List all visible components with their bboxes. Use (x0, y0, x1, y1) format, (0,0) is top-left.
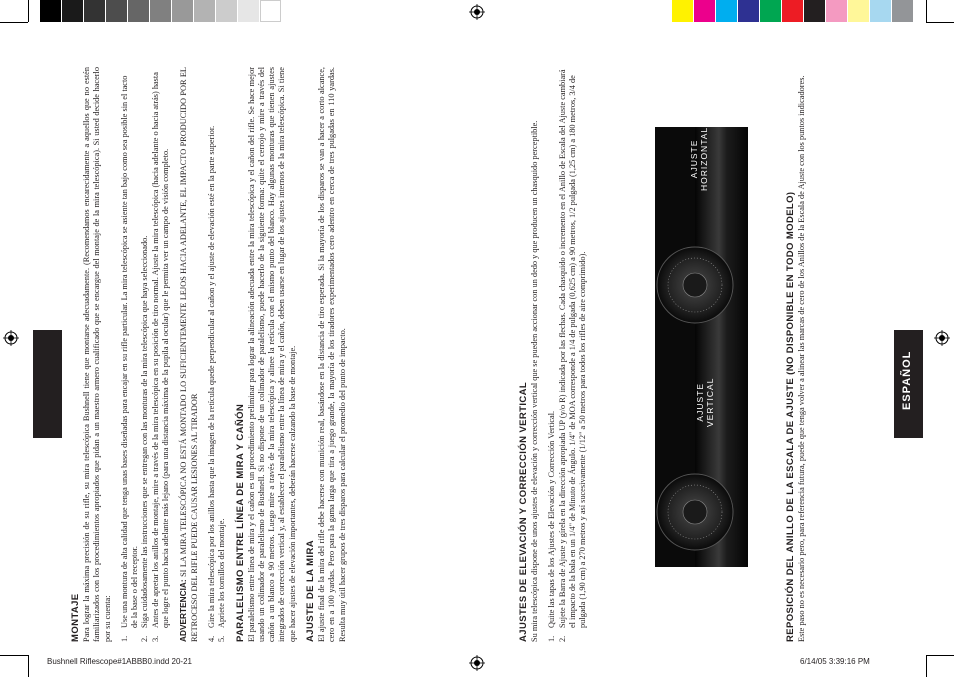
color-swatch (760, 0, 781, 22)
section-heading-reposicion: REPOSICIÓN DEL ANILLO DE LA ESCALA DE AJUSTE (NO DISPONIBLE EN TODO MODELO) (785, 191, 796, 642)
gray-swatch (128, 0, 149, 22)
paralelismo-text: El paralelismo entre línea de mira y el cañon es un procedimiento preliminar para lograr la alineación adecuada entre la mira telescópica y el cañon del rifle. Se hace mejor usando un colimador de paralelismo de Bushnell. Si no dispone de un colimador de paralelismo, puede hacerlo de la siguiente forma: quite el cerrojo y mire a través del cañón a un blanco a 90 metros. Luego mire a través de la mira telescópica y alinee la retícula con el mismo punto del blanco. Hay algunas monturas que tienen ajustes integrados de corrección vertical y, al establecer el paralelismo entre la línea de mira y el cañón, deben usarse en lugar de los ajustes internos de la mira telescópica. Si tiene que hacer ajustes de elevación importantes, deberán hacerse calzando la base de montaje. (246, 67, 297, 642)
list-item: 5. Apriete los tornillos del montaje. (217, 518, 227, 642)
color-swatch (782, 0, 803, 22)
footer-file: Bushnell Riflescope#1ABBB0.indd 20-21 (47, 657, 192, 666)
color-swatch (672, 0, 693, 22)
left-side-tab (33, 330, 62, 438)
registration-target-icon (469, 4, 485, 20)
crop-mark (0, 22, 28, 23)
vertical-adjust-label: AJUSTE VERTICAL (695, 377, 715, 427)
crop-mark (926, 0, 927, 22)
registration-target-icon (3, 330, 19, 346)
color-swatch (848, 0, 869, 22)
registration-target-icon (469, 655, 485, 671)
color-swatch (738, 0, 759, 22)
gray-swatch (238, 0, 259, 22)
crop-mark (926, 655, 927, 677)
footer-timestamp: 6/14/05 3:39:16 PM (800, 657, 870, 666)
color-swatch (826, 0, 847, 22)
crop-mark (0, 655, 28, 656)
section-heading-ajustes-elevacion: AJUSTES DE ELEVACIÓN Y CORRECCIÓN VERTICAL (518, 381, 529, 642)
section-heading-montaje: MONTAJE (70, 593, 81, 642)
gray-swatch (106, 0, 127, 22)
reposicion-text: Este paso no es necesario pero, para referencia futura, puede que tenga volver a alinear las marcas de cero de los Anillos de la Escala de Ajuste con los puntos indicadores. (797, 75, 806, 642)
gray-swatch (194, 0, 215, 22)
right-page-text-2 (785, 67, 954, 642)
color-swatch (804, 0, 825, 22)
ajustes-elevacion-text: Su mira telescópica dispone de unos ajustes de elevación y corrección vertical que se pueden accionar con un dedo y que producen un chasquido perceptible. (530, 120, 539, 642)
section-heading-paralelismo: PARALELISMO ENTRE LÍNEA DE MIRA Y CAÑÓN (234, 403, 246, 642)
color-swatch (870, 0, 891, 22)
horizontal-adjust-label: AJUSTE HORIZONTAL (689, 127, 709, 191)
gray-swatch (84, 0, 105, 22)
list-item: 1. Quite las tapas de los Ajustes de Elevación y Corrección Vertical. (547, 410, 557, 642)
section-heading-ajuste-mira: AJUSTE DE LA MIRA (305, 540, 317, 642)
list-item: 3. Antes de apretar los anillos de montaje, mire a través de la mira telescópica en su posición de tiro normal. Ajuste la mira telescópica (hacia adelante o hacia atrás) hasta que logre el punto hacia adelante más lejano (para una distancia máxima de la pupila al ocular) que le permita ver un campo de visión completo. (150, 72, 171, 642)
color-swatch (716, 0, 737, 22)
gray-swatch (216, 0, 237, 22)
list-item: 2. Siga cuidadosamente las instrucciones que se entregan con las monturas de la mira telescópica que haya seleccionado. (140, 235, 150, 642)
color-swatch (892, 0, 913, 22)
gray-swatch (150, 0, 171, 22)
gray-swatch (260, 0, 281, 22)
list-item: 1. Use una montura de alta calidad que tenga unas bases diseñadas para encajar en su rifle particular. La mira telescópica se asiente tan bajo como sea posible sin el tacto de la base o del receptor. (119, 75, 140, 642)
language-tab-label: ESPAÑOL (901, 350, 913, 410)
list-item: 4. Gire la mira telescópica por los anillos hasta que la imagen de la retícula quede perpendicular al cañon y el ajuste de elevación esté en la parte superior. (206, 125, 216, 642)
list-item: 2. Sujete la Barra de Ajuste y gírela en la dirección apropiada UP (y/o R) indicada por las flechas. Cada chasquido o incremento en el Anillo de Escala del Ajuste cambiará el impacto de la bala en un 1/4" de Minuto de Ángulo. 1/4" de MOA corresponde a 1/4 de pulgada (0,625 cm) a 90 metros, 1/2 pulgada (1,25 cm) a 180 metros, 3/4 de pulgada (1,90 cm) a 270 metros y así sucesivamente (1/12" a 50 metros para todos los rifles de aire comprimido). (557, 69, 588, 642)
crop-mark (926, 655, 954, 656)
warning-text: ADVERTENCIA: SI LA MIRA TELESCÓPICA NO ESTÁ MONTADO LO SUFICIENTEMENTE LEJOS HACIA ADELANTE, EL IMPACTO PRODUCIDO POR EL RETROCESO DEL RIFLE PUEDE CAUSAR LESIONES AL TIRADOR (178, 67, 199, 642)
gray-swatch (40, 0, 61, 22)
gray-swatch (62, 0, 83, 22)
gray-swatch (172, 0, 193, 22)
ajuste-mira-text: El ajuste final de la mira del rifle debe hacerse con munición real, basándose en la distancia de tiro esperada. Si la mayoría de los disparos se van a hacer a corto alcance, cero en a 100 yardas. Pero para la gama larga que tira a juego grande, la mayoría de los tiradores experimentados cero adentro en cerca de tres pulgadas en 110 yardas. Resulta muy útil hacer grupos de tres disparos para calcular el promedio del punto de impacto. (317, 67, 347, 642)
montaje-intro: Para lograr la máxima precisión de su rifle, su mira telescópica Bushnell tiene que montarse adecuadamente. (Recomendamos encarecidamente a aquellos que no estén familiarizados con los procedimientos apropiados que pidan a un maestro armero cualificado que se encargue del montaje de la mira telescópica). Si usted decide hacerlo por su cuenta: (82, 67, 112, 642)
crop-mark (926, 22, 954, 23)
crop-mark (28, 655, 29, 677)
crop-mark (28, 0, 29, 22)
color-swatch (694, 0, 715, 22)
